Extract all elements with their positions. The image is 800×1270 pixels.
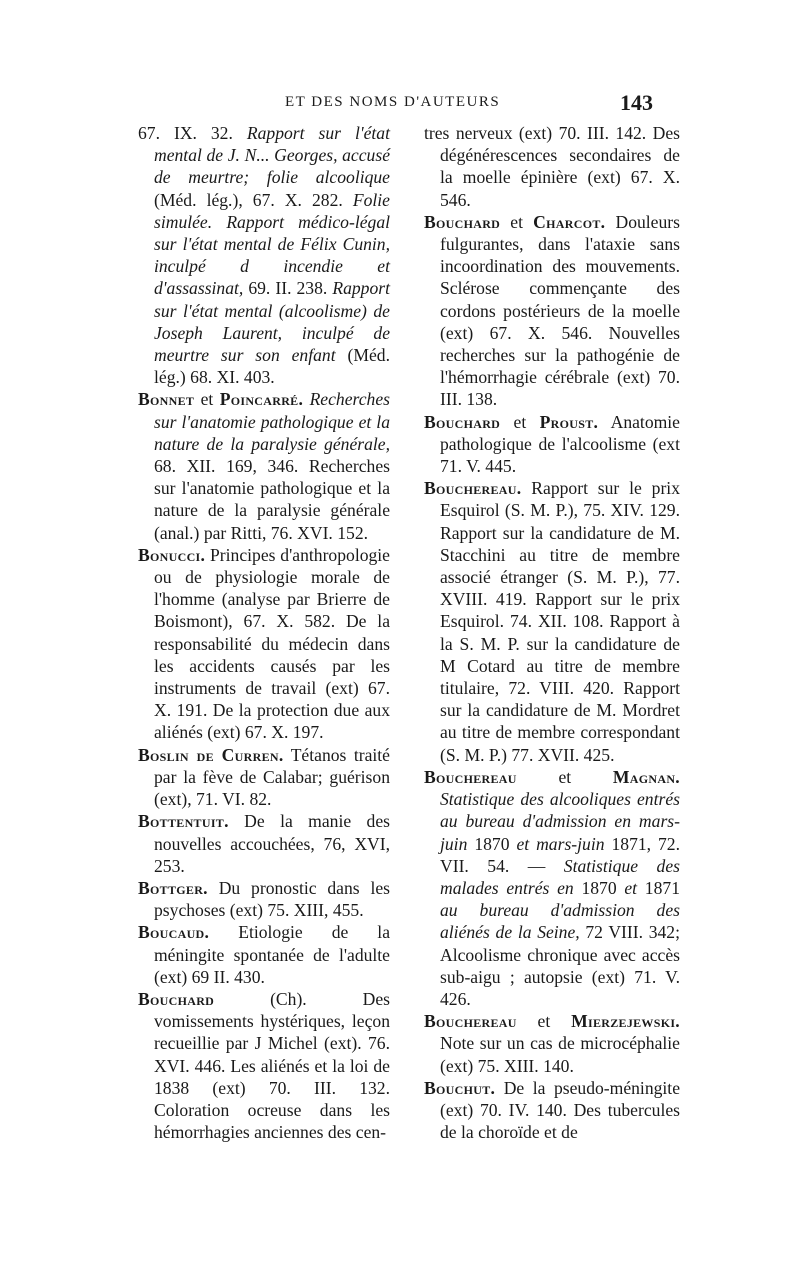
author-name: Bonucci. <box>138 544 206 565</box>
page-number: 143 <box>620 90 653 115</box>
entry-text: et <box>194 389 220 410</box>
author-name: Magnan. <box>612 766 680 787</box>
index-entry <box>424 122 680 211</box>
entry-text: Tétanos traité par la fève de Calabar; guérison (ext), 71. VI. 82. <box>154 744 390 810</box>
author-name: Boucaud. <box>138 922 210 943</box>
index-entry <box>138 988 390 1143</box>
entry-text: De la manie des nouvelles accouchées, 76, XVI, 253. <box>154 811 390 876</box>
entry-text: et <box>500 211 534 232</box>
entry-text: Principes d'anthropologie ou de physiologie morale de l'homme (analyse par Brierre de Boismont), 67. X. 582. De la responsabilité du médecin dans les accidents causés par les instruments de travail (ext) 67. X. 191. De la protection due aux aliénés (ext) 67. X. 197. <box>154 544 390 743</box>
work-title: et mars-juin <box>516 833 605 854</box>
work-title: au bureau d'admission des aliénés de la Seine, <box>440 900 680 943</box>
work-title: Statistique des alcooliques entrés au bureau d'admission en mars-juin <box>440 789 680 854</box>
author-name: Poincarré. <box>219 389 304 410</box>
entry-text: 72 VIII. 342; Alcoolisme chronique avec accès sub-aigu ; autopsie (ext) 71. V. 426. <box>440 922 680 1009</box>
work-title: Recherches sur l'anatomie pathologique et la nature de la paralysie générale, <box>154 389 390 454</box>
entry-text: Du pronostic dans les psychoses (ext) 75. XIII, 455. <box>154 877 390 921</box>
entry-text: 1871 <box>637 877 680 898</box>
page-header <box>0 92 800 122</box>
index-entry <box>138 810 390 877</box>
work-title: Rapport sur l'état mental de J. N... Georges, accusé de meurtre; folie alcoolique <box>154 123 390 188</box>
index-entry <box>138 877 390 921</box>
entry-text: (Méd. lég.) 68. XI. 403. <box>154 345 390 388</box>
index-entry <box>424 411 680 478</box>
entry-text: (Méd. lég.), 67. X. 282. <box>154 189 353 210</box>
index-entry <box>138 921 390 988</box>
left-column <box>138 122 390 1143</box>
work-title: Statistique des malades entrés en <box>440 855 680 898</box>
author-name: Bottentuit. <box>138 811 229 832</box>
entry-text: 67. IX. 32. <box>138 123 247 143</box>
running-title: ET DES NOMS D'AUTEURS <box>285 94 501 110</box>
entry-text: et <box>516 1011 572 1032</box>
author-name: Bouchard <box>138 988 215 1009</box>
author-name: Charcot. <box>533 211 606 232</box>
index-entry <box>424 477 680 766</box>
index-entry <box>138 122 390 388</box>
author-name: Boslin de Curren. <box>138 744 284 765</box>
work-title: Folie simulée. Rapport médico-légal sur l'état mental de Félix Cunin, inculpé d incendie et d'assassinat, <box>154 189 390 299</box>
index-entry <box>138 388 390 543</box>
entry-text: tres nerveux (ext) 70. III. 142. Des dégénérescences secondaires de la moelle épinière (ext) 67. X. 546. <box>424 123 680 210</box>
index-entry <box>138 544 390 744</box>
index-entry <box>138 744 390 811</box>
entry-text: et <box>516 766 613 787</box>
entry-text: Etiologie de la méningite spontanée de l'adulte (ext) 69 II. 430. <box>154 922 390 987</box>
entry-text: Note sur un cas de microcéphalie (ext) 75. XIII. 140. <box>440 1033 680 1076</box>
author-name: Bouchereau <box>424 1011 517 1032</box>
entry-text: Douleurs fulgurantes, dans l'ataxie sans incoordination des mouvements. Sclérose commençante des cordons postérieurs de la moelle (ext) 67. X. 546. Nouvelles recherches sur la pathogénie de l'hémorrhagie cérébrale (ext) 70. III. 138. <box>440 211 680 410</box>
entry-text: (Ch). Des vomissements hystériques, leçon recueillie par J Michel (ext). 76. XVI. 446. Les aliénés et la loi de 1838 (ext) 70. III. 132. Coloration ocreuse dans les hémorrhagies anciennes des cen- <box>154 988 390 1143</box>
author-name: Bouchard <box>424 411 501 432</box>
entry-text: Rapport sur le prix Esquirol (S. M. P.), 75. XIV. 129. Rapport sur la candidature de M. Stacchini au titre de membre associé étranger (S. M. P.), 77. XVIII. 419. Rapport sur le prix Esquirol. 74. XII. 108. Rapport à la S. M. P. sur la candidature de M Cotard au titre de membre titulaire, 72. VIII. 420. Rapport sur la candidature de M. Mordret au titre de membre correspondant (S. M. P.) 77. XVII. 425. <box>440 478 680 765</box>
entry-text: 68. XII. 169, 346. Recherches sur l'anatomie pathologique et la nature de la paralysie générale (anal.) par Ritti, 76. XVI. 152. <box>154 456 390 543</box>
entry-text: Anatomie pathologique de l'alcoolisme (ext 71. V. 445. <box>440 411 680 477</box>
work-title: Rapport sur l'état mental (alcoolisme) de Joseph Laurent, inculpé de meurtre sur son enfant <box>154 278 390 366</box>
index-entry <box>424 211 680 411</box>
work-title: et <box>624 877 638 898</box>
right-column <box>424 122 680 1143</box>
author-name: Mierzejewski. <box>571 1011 680 1032</box>
entry-text: 69. II. 238. <box>243 278 333 299</box>
author-name: Bonnet <box>138 389 195 410</box>
index-entry <box>424 1010 680 1077</box>
entry-text: 1870 <box>573 877 625 898</box>
author-name: Proust. <box>539 411 599 432</box>
author-name: Bouchard <box>424 211 501 232</box>
entry-text: 1870 <box>467 833 517 854</box>
entry-text: De la pseudo-méningite (ext) 70. IV. 140. Des tubercules de la choroïde et de <box>440 1077 680 1143</box>
author-name: Bouchut. <box>424 1077 496 1098</box>
index-entry <box>424 1077 680 1144</box>
entry-text: 1871, 72. VII. 54. — <box>440 833 680 876</box>
index-entry <box>424 766 680 1010</box>
author-name: Bouchereau <box>424 766 517 787</box>
author-name: Bottger. <box>138 877 208 898</box>
entry-text: et <box>500 411 540 432</box>
author-name: Bouchereau. <box>424 478 522 499</box>
